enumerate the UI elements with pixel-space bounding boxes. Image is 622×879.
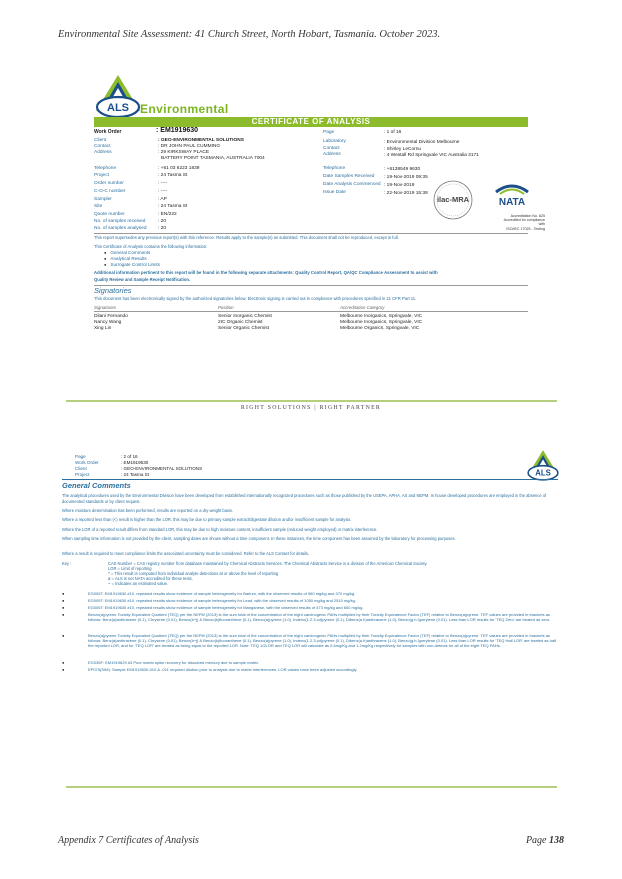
signatory-name: Dilani Fernando (94, 314, 128, 319)
field-value: : ---- (158, 181, 168, 186)
accreditation-note (503, 214, 545, 231)
field-label: Order number (94, 181, 124, 186)
field-label: Work Order (75, 460, 99, 465)
sig-header-category: Accreditation Category (340, 305, 385, 310)
sig-header-name: Signatories (94, 305, 116, 310)
footer-appendix: Appendix 7 Certificates of Analysis (58, 835, 199, 846)
contains-note: This Certificate of Analysis contains the following information: (94, 244, 208, 249)
nata-seal (492, 180, 532, 215)
comment-paragraph: Where a reported less than (<) result is higher than the LOR, this may be due to primary sample extract/digestate dilution and/or insufficient sample for analysis. (62, 517, 352, 522)
bullet-text: Benzo(a)pyrene Toxicity Equivalent Quotient (TEQ) per the NEPM (2013) is the sum total of the concentration of the eight carcinogenic PAHs multiplied by their Toxicity Equivalence Factor (TEF) relative to Benzo(a)pyrene. TEF values are provided in brackets as follows: Benz(a)anthracene (0.1), Chrysene (0.01), Benzo(b+j) & Benzo(k)fluoranthene (0.1), Benzo(a)pyrene (1.0), Indeno(1.2.3.cd)pyrene (0.1), Dibenz(a.h)anthracene (1.0), Benzo(g.h.i)perylene (0.01). Less than LOR results for 'TEQ Zero' are treated as zero. (88, 612, 551, 622)
page1-rule (66, 400, 557, 402)
nata-icon (492, 180, 532, 210)
field-value: BATTERY POINT TASMANIA, AUSTRALIA 7004 (161, 156, 265, 161)
als-logo (94, 73, 254, 119)
comment-bullet (62, 634, 558, 648)
page2-rule (66, 786, 557, 788)
key-line: ø = ALS is not NATA accredited for these tests. (108, 576, 193, 581)
field-value: : GEO-ENVIRONMENTAL SOLUTIONS (158, 138, 244, 143)
key-line: LOR = Limit of reporting (108, 566, 152, 571)
comment-bullet (62, 661, 558, 666)
signatories-note: This document has been electronically signed by the authorized signatories below. Electronic signing is carried out in compliance with procedures specified in 21 CFR Part 11. (94, 296, 417, 301)
field-value: : +6138549 9630 (384, 167, 421, 172)
tagline: RIGHT SOLUTIONS | RIGHT PARTNER (240, 405, 382, 411)
field-value: : 4 Westall Rd Springvale VIC Australia 3171 (384, 153, 479, 158)
bullet-dot: ● (62, 598, 65, 603)
bullet-text: EG035F: EM1919629 #3 Poor matrix spike recovery for dissolved mercury due to sample matrix. (88, 660, 260, 665)
field-value: : 20 (158, 226, 167, 231)
page2-field (75, 460, 148, 465)
ilac-text: ilac-MRA (436, 195, 470, 204)
field-value: : GEO-ENVIRONMENTAL SOLUTIONS (121, 466, 203, 471)
document-header: Environmental Site Assessment: 41 Church Street, North Hobart, Tasmania. October 2023. (58, 29, 441, 40)
divider (62, 479, 558, 480)
field-label: Telephone (323, 166, 346, 171)
field-label: Quote number (94, 212, 125, 217)
general-comments-title: General Comments (62, 481, 131, 490)
bullet-text: EP075(SIM): Sample EM1919630-010 & -011 required dilution prior to analysis due to matrix interferences. LOR values have been adjusted accordingly. (88, 667, 358, 672)
comment-bullet (62, 599, 558, 604)
bullet-dot: ● (62, 667, 65, 672)
comment-paragraph: Where moisture determination has been performed, results are reported on a dry weight basis. (62, 508, 234, 513)
field-value: : EM1919630 (121, 460, 149, 465)
comment-bullet (62, 592, 558, 597)
field-label: Date Samples Received (323, 174, 375, 179)
field-value: : 1 of 16 (384, 130, 402, 135)
field-label: Address (94, 150, 112, 155)
bullet-text: Benzo(a)pyrene Toxicity Equivalent Quotient (TEQ) per the NEPM (2013) is the sum total of the concentration of the eight carcinogenic PAHs multiplied by their Toxicity Equivalence Factor (TEF) relative to Benzo(a)pyrene. TEF values are provided in brackets as follows: Benz(a)anthracene (0.1), Chrysene (0.01), Benzo(b+j) & Benzo(k)fluoranthene (0.1), Benzo(a)pyrene (1.0), Indeno(1.2.3.cd)pyrene (0.1), Dibenz(a.h)anthracene (1.0), Benzo(g.h.i)perylene (0.01). Less than LOR results for 'TEQ Half LOR' are treated as half the reported LOR, and for 'TEQ LOR' are treated as being equal to the reported LOR. Note: TEQ 1/2LOR and TEQ LOR will calculate as 0.6mg/Kg and 1.2mg/Kg respectively for samples with non-detects for all of the eight TEQ PAHs. (88, 633, 557, 648)
additional-info: Additional information pertinent to this report will be found in the following separate attachments: Quality Control Report, QA/QC Compliance Assessment to assist with (94, 270, 438, 275)
contents-item: ● Analytical Results (104, 256, 147, 262)
field-label: Work Order (94, 129, 122, 135)
field-label: Date Analysis Commenced (323, 182, 381, 187)
bullet-dot: ● (62, 633, 65, 638)
nata-text: NATA (498, 197, 526, 208)
comment-bullet (62, 613, 558, 623)
signatory-position: Senior Inorganic Chemist (218, 314, 272, 319)
signatory-category: Melbourne Inorganics, Springvale, VIC (340, 314, 423, 319)
page2-field (75, 454, 138, 459)
signatory-position: Senior Organic Chemist (218, 326, 269, 331)
footer-page-label: Page (525, 835, 547, 846)
field-label: Client (75, 466, 87, 471)
field-label: Contact (323, 146, 340, 151)
field-label: C-O-C number (94, 189, 126, 194)
field-value: : 24 Tasma St (158, 173, 188, 178)
brand-name: Environmental (140, 102, 229, 116)
field-value: : 24 Tasma St (121, 472, 150, 477)
als-mark-text: ALS (535, 468, 551, 478)
als-logo-small (526, 448, 560, 487)
field-value: : AP (158, 197, 167, 202)
field-label: Telephone (94, 166, 117, 171)
divider (94, 233, 528, 234)
key-line: ~ = Indicates an estimated value. (108, 581, 169, 586)
field-value: : +61 03 6223 1839 (158, 166, 200, 171)
field-value: : 22-Nov-2019 15:38 (384, 191, 428, 196)
footer-page-number: 138 (549, 835, 564, 846)
comment-bullet (62, 668, 558, 673)
comment-paragraph: Where a result is required to meet compliance limits the associated uncertainty must be considered. Refer to the ALS Contact for details. (62, 551, 310, 556)
ilac-mra-seal (428, 178, 478, 227)
contents-item: ● General Comments (104, 250, 150, 256)
certificate-banner: CERTIFICATE OF ANALYSIS (94, 117, 528, 127)
accreditation-line: Accredited for compliance with (503, 218, 545, 227)
field-value: : 20 (158, 219, 167, 224)
bullet-dot: ● (62, 660, 65, 665)
field-label: Client (94, 138, 107, 143)
footer-page (526, 835, 564, 846)
field-value: : 19-Nov-2019 09:35 (384, 175, 428, 180)
signatory-category: Melbourne Inorganics, Springvale, VIC (340, 320, 423, 325)
field-value: : 24 Tasma St (158, 204, 188, 209)
signatories-title: Signatories (94, 286, 132, 295)
comment-paragraph: Where the LOR of a reported result differs from standard LOR, this may be due to high moisture content, insufficient sample (reduced weight employed) or matrix interference. (62, 527, 378, 532)
field-value: : ---- (158, 189, 168, 194)
accreditation-line: Accreditation No. 825 (510, 214, 545, 218)
als-triangle-icon (526, 448, 560, 482)
key-label: Key : (62, 561, 72, 566)
bullet-text: EG005T: EM1919630 #10, repeated results show evidence of sample heterogeneity for Barium, with the observed results of 960 mg/kg and 370 mg/kg. (88, 591, 356, 596)
ilac-icon (428, 178, 478, 222)
field-value: : Environmental Division Melbourne (384, 140, 460, 145)
field-label: Issue Date (323, 190, 346, 195)
signatory-name: Nancy Wang (94, 320, 122, 325)
field-label: Page (323, 130, 335, 135)
field-value: : EN/222 (158, 212, 177, 217)
field-label: Sampler (94, 197, 112, 202)
bullet-dot: ● (62, 605, 65, 610)
signatory-position: 2IC Organic Chemist (218, 320, 263, 325)
field-value: : 29 KIRKSWAY PLACE (158, 150, 210, 155)
field-label: Contact (94, 144, 111, 149)
field-value: : 19-Nov-2019 (384, 183, 415, 188)
divider (94, 285, 528, 286)
als-triangle-icon (94, 73, 142, 119)
contents-item: ● Surrogate Control Limits (104, 262, 160, 268)
field-label: Page (75, 454, 86, 459)
divider (94, 311, 528, 312)
page2-field (75, 472, 149, 477)
comment-paragraph: The analytical procedures used by the Environmental Division have been developed from established internationally recognized procedures such as those published by the USEPA, APHA, AS and NEPM. In house developed procedures are employed in the absence of documented standards or by client request. (62, 493, 547, 504)
work-order-value: : EM1919630 (156, 127, 199, 134)
field-value: : Shirley LeCornu (384, 147, 422, 152)
comment-paragraph: When sampling time information is not provided by the client, sampling dates are shown without a time component. In these instances, the time component has been assumed by the laboratory for processing purposes. (62, 536, 456, 541)
als-mark-text: ALS (107, 102, 129, 114)
accreditation-line: ISO/IEC 17025 - Testing (506, 226, 545, 231)
key-line: ^ = This result is computed from individual analyte detections at or above the level of reporting (108, 571, 279, 576)
signatory-category: Melbourne Organics, Springvale, VIC (340, 326, 420, 331)
additional-info-cont: Quality Review and Sample Receipt Notification. (94, 277, 191, 282)
field-label: Project (75, 472, 90, 477)
comment-bullet (62, 606, 558, 611)
bullet-text: EG005T: EM1919630 #10, repeated results show evidence of sample heterogeneity for Lead, with the observed results of 1050 mg/kg and 2510 mg/kg. (88, 598, 356, 603)
sig-header-position: Position (218, 305, 234, 310)
field-label: No. of samples received (94, 219, 146, 224)
bullet-dot: ● (62, 591, 65, 596)
field-label: Laboratory (323, 139, 346, 144)
field-label: Address (323, 152, 341, 157)
field-value: : DR JOHN PAUL CUMMING (158, 144, 221, 149)
key-line: CAS Number = CAS registry number from database maintained by Chemical Abstracts Services. The Chemical Abstracts Service is a division of the American Chemical Society. (108, 561, 428, 566)
signatory-name: Xing Lin (94, 326, 112, 331)
supersede-note: This report supersedes any previous report(s) with this reference. Results apply to the sample(s) as submitted. This document shall not be reproduced, except in full. (94, 235, 399, 240)
page2-field (75, 466, 202, 471)
field-value: : 2 of 16 (121, 454, 138, 459)
field-label: No. of samples analysed (94, 226, 147, 231)
bullet-text: EG005T: EM1919630 #10, repeated results show evidence of sample heterogeneity for Manganese, with the observed results of 473 mg/kg and 600 mg/kg. (88, 605, 364, 610)
bullet-dot: ● (62, 612, 65, 617)
field-label: Project (94, 173, 109, 178)
field-label: Site (94, 204, 103, 209)
